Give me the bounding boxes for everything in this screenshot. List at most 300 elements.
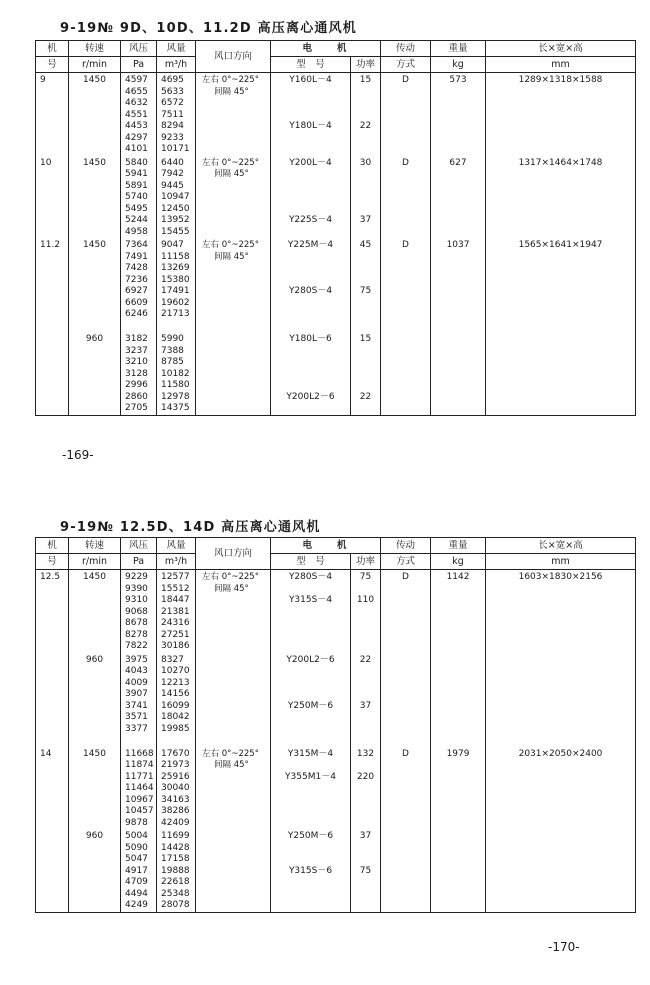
cell-line bbox=[486, 854, 635, 866]
cell-line bbox=[36, 666, 68, 678]
cell-motor-power bbox=[351, 747, 381, 830]
cell-direction bbox=[196, 653, 271, 747]
cell-line bbox=[381, 181, 430, 193]
cell-line: 22618 bbox=[161, 877, 190, 887]
cell-line bbox=[431, 144, 485, 156]
cell-line bbox=[351, 275, 380, 287]
cell-line bbox=[486, 889, 635, 901]
cell-line: 3907 bbox=[125, 689, 148, 699]
pressure-header: 风压 bbox=[121, 41, 157, 57]
cell-speed bbox=[69, 73, 121, 156]
cell-line bbox=[121, 321, 156, 333]
dims-unit: mm bbox=[486, 554, 636, 570]
cell-line bbox=[381, 618, 430, 630]
weight-header: 重量 bbox=[431, 41, 486, 57]
cell-line bbox=[271, 843, 350, 855]
cell-line: 4551 bbox=[125, 109, 148, 120]
cell-line bbox=[196, 701, 270, 713]
cell-line bbox=[486, 735, 635, 747]
cell-line: 1450 bbox=[83, 240, 106, 250]
cell-direction bbox=[196, 332, 271, 415]
table-row bbox=[36, 653, 636, 747]
cell-line bbox=[486, 204, 635, 216]
cell-line bbox=[486, 724, 635, 736]
cell-line: 1450 bbox=[83, 748, 106, 759]
cell-line: 8294 bbox=[161, 121, 184, 131]
motor-type-header: 型 号 bbox=[271, 554, 351, 570]
cell-line bbox=[381, 227, 430, 239]
cell-line bbox=[69, 169, 120, 181]
cell-line: 左右 0°~225° bbox=[202, 157, 259, 168]
cell-speed bbox=[69, 156, 121, 239]
cell-line: 12.5 bbox=[40, 572, 61, 582]
drive-header: 传动 bbox=[381, 538, 431, 554]
cell-line bbox=[486, 607, 635, 619]
cell-line: 27251 bbox=[161, 629, 190, 640]
cell-dims bbox=[486, 829, 636, 912]
cell-line bbox=[69, 877, 120, 889]
cell-line bbox=[381, 98, 430, 110]
cell-dims bbox=[486, 332, 636, 415]
cell-direction bbox=[196, 747, 271, 830]
cell-line bbox=[431, 192, 485, 204]
cell-drive bbox=[381, 829, 431, 912]
cell-line bbox=[381, 133, 430, 145]
cell-model bbox=[36, 238, 69, 332]
cell-line: 5941 bbox=[125, 169, 148, 179]
cell-line bbox=[381, 321, 430, 333]
cell-line bbox=[486, 900, 635, 912]
cell-line bbox=[69, 772, 120, 784]
cell-line bbox=[431, 618, 485, 630]
cell-line bbox=[351, 900, 380, 912]
cell-line: 19602 bbox=[161, 297, 190, 308]
table-row bbox=[36, 829, 636, 912]
cell-line bbox=[486, 357, 635, 369]
cell-line bbox=[351, 144, 380, 156]
cell-line bbox=[69, 227, 120, 239]
cell-line bbox=[486, 215, 635, 227]
cell-line: 960 bbox=[85, 654, 104, 665]
cell-line bbox=[381, 772, 430, 784]
cell-line bbox=[351, 889, 380, 901]
cell-line bbox=[271, 689, 350, 701]
cell-line bbox=[381, 889, 430, 901]
cell-line bbox=[486, 192, 635, 204]
cell-line bbox=[36, 87, 68, 99]
cell-line bbox=[431, 760, 485, 772]
cell-line: 627 bbox=[449, 157, 467, 168]
cell-line bbox=[36, 346, 68, 358]
cell-line bbox=[431, 630, 485, 642]
cell-weight bbox=[431, 73, 486, 156]
cell-line bbox=[381, 263, 430, 275]
cell-line bbox=[271, 403, 350, 415]
cell-line bbox=[351, 263, 380, 275]
cell-line: 1450 bbox=[83, 75, 106, 85]
cell-line: Y225S－4 bbox=[288, 215, 333, 225]
cell-line bbox=[271, 584, 350, 596]
cell-motor-type bbox=[271, 332, 351, 415]
cell-line: 2705 bbox=[125, 403, 148, 413]
cell-line bbox=[36, 843, 68, 855]
cell-line bbox=[351, 192, 380, 204]
cell-line: 3182 bbox=[125, 334, 148, 344]
cell-line bbox=[196, 192, 270, 204]
cell-line: 7388 bbox=[161, 345, 184, 356]
cell-line: 4009 bbox=[125, 677, 148, 688]
cell-line: 9068 bbox=[125, 606, 148, 617]
cell-line: 14375 bbox=[161, 403, 190, 413]
table-row bbox=[36, 747, 636, 830]
cell-line: 960 bbox=[85, 334, 104, 344]
cell-line bbox=[271, 630, 350, 642]
cell-line bbox=[381, 357, 430, 369]
cell-line bbox=[486, 169, 635, 181]
cell-line bbox=[381, 595, 430, 607]
cell-line bbox=[36, 795, 68, 807]
cell-line bbox=[36, 169, 68, 181]
cell-line: 3377 bbox=[125, 723, 148, 734]
dims-unit: mm bbox=[486, 57, 636, 73]
cell-line bbox=[69, 286, 120, 298]
cell-line bbox=[431, 806, 485, 818]
cell-line bbox=[431, 712, 485, 724]
cell-line bbox=[351, 298, 380, 310]
cell-line bbox=[381, 286, 430, 298]
cell-line bbox=[486, 877, 635, 889]
cell-line bbox=[69, 795, 120, 807]
cell-line bbox=[381, 900, 430, 912]
cell-model bbox=[36, 653, 69, 747]
cell-line: 15 bbox=[359, 75, 372, 85]
cell-line bbox=[486, 701, 635, 713]
cell-line: 6927 bbox=[125, 286, 148, 296]
cell-flow bbox=[157, 570, 196, 653]
cell-line: 220 bbox=[356, 771, 375, 782]
cell-line: 15 bbox=[359, 334, 372, 344]
table-row bbox=[36, 238, 636, 332]
cell-line: 3741 bbox=[125, 700, 148, 711]
cell-line bbox=[351, 357, 380, 369]
dims-header: 长×宽×高 bbox=[486, 41, 636, 57]
cell-line: 10171 bbox=[161, 144, 190, 154]
cell-line bbox=[431, 889, 485, 901]
cell-line bbox=[431, 772, 485, 784]
cell-line bbox=[381, 877, 430, 889]
cell-line bbox=[351, 133, 380, 145]
cell-line bbox=[36, 783, 68, 795]
cell-line bbox=[69, 818, 120, 830]
cell-line bbox=[431, 334, 485, 346]
cell-line bbox=[351, 321, 380, 333]
cell-line bbox=[69, 144, 120, 156]
flow-unit: m³/h bbox=[157, 554, 196, 570]
cell-line: 17670 bbox=[161, 748, 190, 759]
cell-line: 4494 bbox=[125, 888, 148, 899]
cell-line bbox=[381, 369, 430, 381]
cell-line bbox=[431, 133, 485, 145]
cell-line bbox=[69, 321, 120, 333]
cell-line: 5244 bbox=[125, 215, 148, 225]
cell-line bbox=[69, 403, 120, 415]
cell-pressure bbox=[121, 332, 157, 415]
cell-line bbox=[431, 227, 485, 239]
cell-line: 38286 bbox=[161, 806, 190, 816]
weight-unit: kg bbox=[431, 57, 486, 73]
cell-line: 10967 bbox=[125, 794, 154, 805]
cell-line bbox=[196, 724, 270, 736]
cell-line: 16099 bbox=[161, 700, 190, 711]
cell-line: 4709 bbox=[125, 877, 148, 887]
cell-motor-type bbox=[271, 570, 351, 653]
cell-line: 9445 bbox=[161, 180, 184, 191]
cell-line bbox=[486, 309, 635, 321]
cell-line bbox=[271, 877, 350, 889]
cell-line: 6572 bbox=[161, 98, 184, 108]
cell-line: 间隔 45° bbox=[214, 86, 249, 97]
cell-model bbox=[36, 570, 69, 653]
cell-line: 75 bbox=[359, 286, 372, 296]
cell-line bbox=[196, 346, 270, 358]
cell-line bbox=[69, 641, 120, 653]
cell-line bbox=[381, 309, 430, 321]
cell-dims bbox=[486, 156, 636, 239]
cell-line bbox=[351, 98, 380, 110]
cell-line: Y180L－6 bbox=[289, 334, 332, 344]
cell-line bbox=[351, 369, 380, 381]
cell-line bbox=[486, 263, 635, 275]
cell-line: 4453 bbox=[125, 121, 148, 131]
cell-line bbox=[381, 724, 430, 736]
cell-line: 22 bbox=[359, 391, 372, 402]
cell-line bbox=[196, 618, 270, 630]
cell-line bbox=[381, 630, 430, 642]
table-row bbox=[36, 570, 636, 653]
cell-dims bbox=[486, 570, 636, 653]
cell-line: 132 bbox=[356, 748, 375, 759]
cell-line: D bbox=[402, 748, 409, 759]
cell-weight bbox=[431, 653, 486, 747]
cell-line bbox=[381, 392, 430, 404]
cell-line bbox=[486, 98, 635, 110]
fan-spec-table bbox=[35, 537, 636, 913]
cell-line bbox=[69, 110, 120, 122]
cell-line bbox=[431, 595, 485, 607]
cell-dims bbox=[486, 73, 636, 156]
cell-weight bbox=[431, 747, 486, 830]
cell-line bbox=[69, 204, 120, 216]
cell-line: 7511 bbox=[161, 109, 184, 120]
cell-line: 4655 bbox=[125, 86, 148, 97]
cell-line bbox=[271, 298, 350, 310]
cell-line bbox=[351, 618, 380, 630]
cell-line bbox=[381, 215, 430, 227]
cell-line: 5633 bbox=[161, 86, 184, 97]
cell-line: 4632 bbox=[125, 98, 148, 108]
cell-line bbox=[196, 286, 270, 298]
pressure-unit: Pa bbox=[121, 57, 157, 73]
cell-line: 1142 bbox=[446, 572, 470, 582]
page-number: -170- bbox=[548, 940, 580, 954]
cell-line: Y225M－4 bbox=[287, 240, 334, 250]
cell-line bbox=[381, 735, 430, 747]
cell-pressure bbox=[121, 653, 157, 747]
flow-unit: m³/h bbox=[157, 57, 196, 73]
cell-pressure bbox=[121, 747, 157, 830]
cell-line: 5740 bbox=[125, 192, 148, 202]
cell-line bbox=[351, 795, 380, 807]
cell-line bbox=[271, 369, 350, 381]
cell-line bbox=[196, 392, 270, 404]
cell-line bbox=[69, 712, 120, 724]
cell-line: 4043 bbox=[125, 666, 148, 676]
cell-line bbox=[36, 252, 68, 264]
cell-line bbox=[486, 227, 635, 239]
cell-line: 5990 bbox=[161, 334, 184, 344]
cell-drive bbox=[381, 332, 431, 415]
cell-line: 15512 bbox=[161, 583, 190, 594]
cell-line bbox=[196, 181, 270, 193]
cell-line bbox=[431, 701, 485, 713]
cell-weight bbox=[431, 156, 486, 239]
cell-line bbox=[381, 121, 430, 133]
cell-line bbox=[486, 678, 635, 690]
cell-line bbox=[431, 678, 485, 690]
cell-drive bbox=[381, 570, 431, 653]
cell-line bbox=[36, 380, 68, 392]
section-title: 9-19№ 12.5D、14D 高压离心通风机 bbox=[60, 520, 321, 535]
dims-header: 长×宽×高 bbox=[486, 538, 636, 554]
cell-line: 14156 bbox=[161, 689, 190, 699]
cell-line bbox=[196, 121, 270, 133]
cell-line bbox=[196, 806, 270, 818]
cell-line bbox=[271, 275, 350, 287]
cell-line bbox=[271, 783, 350, 795]
cell-line bbox=[69, 806, 120, 818]
cell-line bbox=[271, 321, 350, 333]
cell-line bbox=[381, 831, 430, 843]
cell-line bbox=[196, 678, 270, 690]
cell-line bbox=[196, 321, 270, 333]
cell-line bbox=[381, 87, 430, 99]
drive-unit: 方式 bbox=[381, 554, 431, 570]
cell-line bbox=[431, 854, 485, 866]
cell-line: Y280S－4 bbox=[288, 572, 333, 582]
cell-line bbox=[271, 346, 350, 358]
cell-line bbox=[381, 110, 430, 122]
cell-line: 18042 bbox=[161, 712, 190, 722]
cell-line bbox=[69, 666, 120, 678]
cell-line bbox=[271, 227, 350, 239]
cell-line bbox=[486, 321, 635, 333]
cell-line: Y200L2－6 bbox=[286, 654, 335, 665]
cell-direction bbox=[196, 238, 271, 332]
cell-line: Y315S－6 bbox=[288, 865, 333, 876]
cell-line bbox=[271, 724, 350, 736]
cell-speed bbox=[69, 238, 121, 332]
cell-line bbox=[431, 298, 485, 310]
cell-line bbox=[69, 607, 120, 619]
cell-line: 17491 bbox=[161, 286, 190, 296]
cell-line: 110 bbox=[356, 595, 375, 605]
cell-weight bbox=[431, 238, 486, 332]
cell-line bbox=[271, 666, 350, 678]
speed-unit: r/min bbox=[69, 57, 121, 73]
cell-line bbox=[196, 133, 270, 145]
cell-line: 42409 bbox=[161, 817, 190, 828]
cell-line bbox=[431, 735, 485, 747]
cell-speed bbox=[69, 332, 121, 415]
cell-line bbox=[36, 121, 68, 133]
cell-line bbox=[69, 889, 120, 901]
cell-line bbox=[36, 655, 68, 667]
cell-line bbox=[271, 204, 350, 216]
cell-motor-type bbox=[271, 653, 351, 747]
cell-line: 10 bbox=[40, 157, 52, 168]
cell-motor-type bbox=[271, 747, 351, 830]
cell-line bbox=[486, 181, 635, 193]
cell-line bbox=[271, 854, 350, 866]
cell-line bbox=[381, 584, 430, 596]
cell-model bbox=[36, 73, 69, 156]
motor-header: 电 机 bbox=[271, 538, 381, 554]
cell-line bbox=[486, 144, 635, 156]
cell-line bbox=[381, 169, 430, 181]
cell-line: 2031×2050×2400 bbox=[518, 748, 603, 759]
cell-line bbox=[486, 403, 635, 415]
cell-line bbox=[69, 380, 120, 392]
cell-line bbox=[271, 169, 350, 181]
cell-line bbox=[431, 121, 485, 133]
cell-weight bbox=[431, 570, 486, 653]
cell-line: 28078 bbox=[161, 900, 190, 910]
cell-line bbox=[381, 760, 430, 772]
cell-line bbox=[196, 655, 270, 667]
cell-line: 6246 bbox=[125, 309, 148, 319]
cell-line: 24316 bbox=[161, 618, 190, 628]
cell-line: 12213 bbox=[161, 677, 190, 688]
cell-line: 2860 bbox=[125, 391, 148, 402]
pressure-header: 风压 bbox=[121, 538, 157, 554]
cell-line bbox=[381, 252, 430, 264]
cell-line: Y160L－4 bbox=[289, 75, 332, 85]
cell-line: 37 bbox=[359, 700, 372, 711]
cell-flow bbox=[157, 332, 196, 415]
cell-line bbox=[36, 369, 68, 381]
cell-line bbox=[486, 795, 635, 807]
cell-motor-type bbox=[271, 73, 351, 156]
cell-line: 10182 bbox=[161, 368, 190, 379]
cell-line bbox=[381, 641, 430, 653]
cell-line bbox=[486, 772, 635, 784]
cell-line bbox=[271, 735, 350, 747]
cell-line bbox=[196, 144, 270, 156]
motor-type-header: 型 号 bbox=[271, 57, 351, 73]
cell-line bbox=[351, 607, 380, 619]
cell-line bbox=[36, 181, 68, 193]
cell-line bbox=[381, 607, 430, 619]
cell-flow bbox=[157, 156, 196, 239]
cell-line bbox=[69, 900, 120, 912]
cell-motor-power bbox=[351, 653, 381, 747]
cell-line bbox=[69, 392, 120, 404]
cell-line: 11699 bbox=[161, 831, 190, 841]
cell-flow bbox=[157, 73, 196, 156]
cell-weight bbox=[431, 332, 486, 415]
cell-line: 8678 bbox=[125, 618, 148, 628]
cell-line bbox=[351, 87, 380, 99]
